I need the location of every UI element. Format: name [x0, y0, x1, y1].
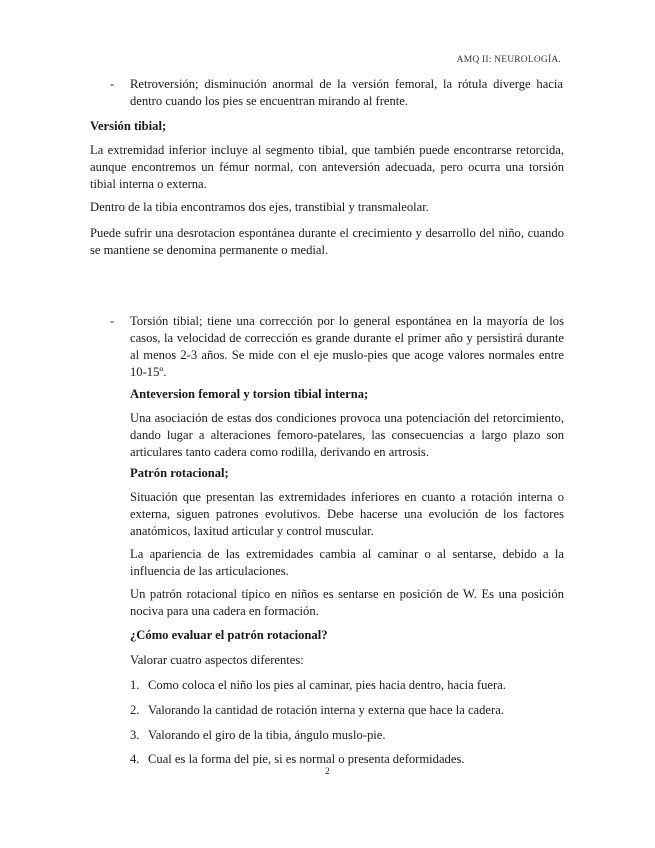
- dash-bullet: -: [110, 314, 115, 328]
- item-number: 4.: [130, 752, 140, 766]
- item-number: 2.: [130, 703, 140, 717]
- paragraph-patron-3: Un patrón rotacional típico en niños es sentarse en posición de W. Es una posición nociva para una cadera en formación.: [130, 587, 564, 618]
- item-text: Valorando la cantidad de rotación interna y externa que hace la cadera.: [148, 703, 504, 717]
- paragraph-patron-1: Situación que presentan las extremidades inferiores en cuanto a rotación interna o externa, siguen patrones evolutivos. Debe hacerse una evolución de los factores anatómicos, laxitud articular y control muscular.: [130, 490, 564, 538]
- numbered-item: [130, 702, 564, 719]
- numbered-item: [130, 677, 564, 694]
- item-text: Como coloca el niño los pies al caminar, pies hacia dentro, hacia fuera.: [148, 678, 506, 692]
- numbered-item: [130, 727, 564, 744]
- item-text: Valorando el giro de la tibia, ángulo muslo-pie.: [148, 728, 386, 742]
- torsion-text: Torsión tibial; tiene una corrección por lo general espontánea en la mayoría de los casos, la velocidad de corrección es grande durante el primer año y persistirá durante al menos 2-3 años. Se mide con el eje muslo-pies que acoge valores normales entre 10-15º.: [130, 314, 564, 379]
- paragraph-version-tibial-2: Dentro de la tibia encontramos dos ejes, transtibial y transmaleolar.: [90, 200, 429, 214]
- numbered-item: [130, 751, 564, 768]
- paragraph-patron-2: La apariencia de las extremidades cambia al caminar o al sentarse, debido a la influencia de las articulaciones.: [130, 547, 564, 578]
- heading-patron-rotacional: Patrón rotacional;: [130, 466, 229, 480]
- item-text: Cual es la forma del pie, si es normal o presenta deformidades.: [148, 752, 465, 766]
- item-number: 1.: [130, 678, 140, 692]
- paragraph-anteversion: Una asociación de estas dos condiciones provoca una potenciación del retorcimiento, dando lugar a alteraciones femoro-patelares, las consecuencias a largo plazo son articulares tanto cadera como rodilla, derivando en artrosis.: [130, 411, 564, 459]
- paragraph-version-tibial-1: La extremidad inferior incluye al segmento tibial, que también puede encontrarse retorcida, aunque encontremos un fémur normal, con anteversión adecuada, pero ocurra una torsión tibial interna o externa.: [90, 143, 564, 191]
- item-number: 3.: [130, 728, 140, 742]
- list-item-retroversion: [110, 76, 565, 112]
- heading-como-evaluar: ¿Cómo evaluar el patrón rotacional?: [130, 628, 328, 642]
- list-item-torsion-tibial: [110, 313, 565, 383]
- retroversion-text: Retroversión; disminución anormal de la versión femoral, la rótula diverge hacia dentro cuando los pies se encuentran mirando al frente.: [130, 77, 563, 108]
- paragraph-evaluar-intro: Valorar cuatro aspectos diferentes:: [130, 653, 304, 667]
- heading-anteversion: Anteversion femoral y torsion tibial interna;: [130, 387, 369, 401]
- heading-version-tibial: Versión tibial;: [90, 119, 167, 133]
- dash-bullet: -: [110, 77, 115, 91]
- page-number: 2: [325, 767, 330, 777]
- paragraph-version-tibial-3: Puede sufrir una desrotacion espontánea durante el crecimiento y desarrollo del niño, cuando se mantiene se denomina permanente o medial.: [90, 226, 564, 257]
- running-header: AMQ II: NEUROLOGÍA.: [456, 55, 561, 65]
